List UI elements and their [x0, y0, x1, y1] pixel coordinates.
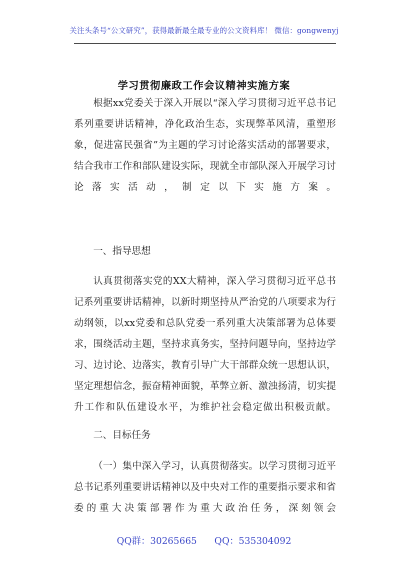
footer-contact: QQ群：30265665 QQ：535304092 — [116, 536, 292, 547]
objectives-paragraph: （一）集中深入学习，认真贯彻落实。以学习贯彻习近平总书记系列重要讲话精神以及中央对工作的重要指示要求和省委的重大决策部署作为重大政治任务，深刻领会 — [74, 461, 336, 514]
section-heading-objectives: 二、目标任务 — [93, 430, 151, 441]
intro-paragraph: 根据xx党委关于深入开展以“深入学习贯彻习近平总书记系列重要讲话精神，净化政治生态，实现弊革风清，重塑形象，促进富民强省”为主题的学习讨论落实活动的部署要求，结合我市工作和部队建设实际，现就全市部队深入开展学习讨论落实活动，制定以下实施方案。 — [74, 98, 336, 193]
guiding-ideology-paragraph: 认真贯彻落实党的XX大精神，深入学习贯彻习近平总书记系列重要讲话精神，以新时期坚持从严治党的八项要求为行动纲领，以xx党委和总队党委一系列重大决策部署为总体要求，围绕活动主题，坚持求真务实，坚持问题导向，坚持边学习、边讨论、边落实，教育引导广大干部群众统一思想认识，坚定理想信念，振奋精神面貌，革弊立新、激浊扬清，切实提升工作和队伍建设水平，为维护社会稳定做出积极贡献。 — [74, 276, 336, 413]
header-note: 关注头条号“公文研究”，获得最新最全最专业的公文资料库！ 微信：gongwenyj — [69, 26, 339, 35]
section-heading-guiding-ideology: 一、指导思想 — [93, 246, 151, 257]
header-divider — [74, 43, 336, 44]
document-title: 学习贯彻廉政工作会议精神实施方案 — [117, 80, 291, 92]
